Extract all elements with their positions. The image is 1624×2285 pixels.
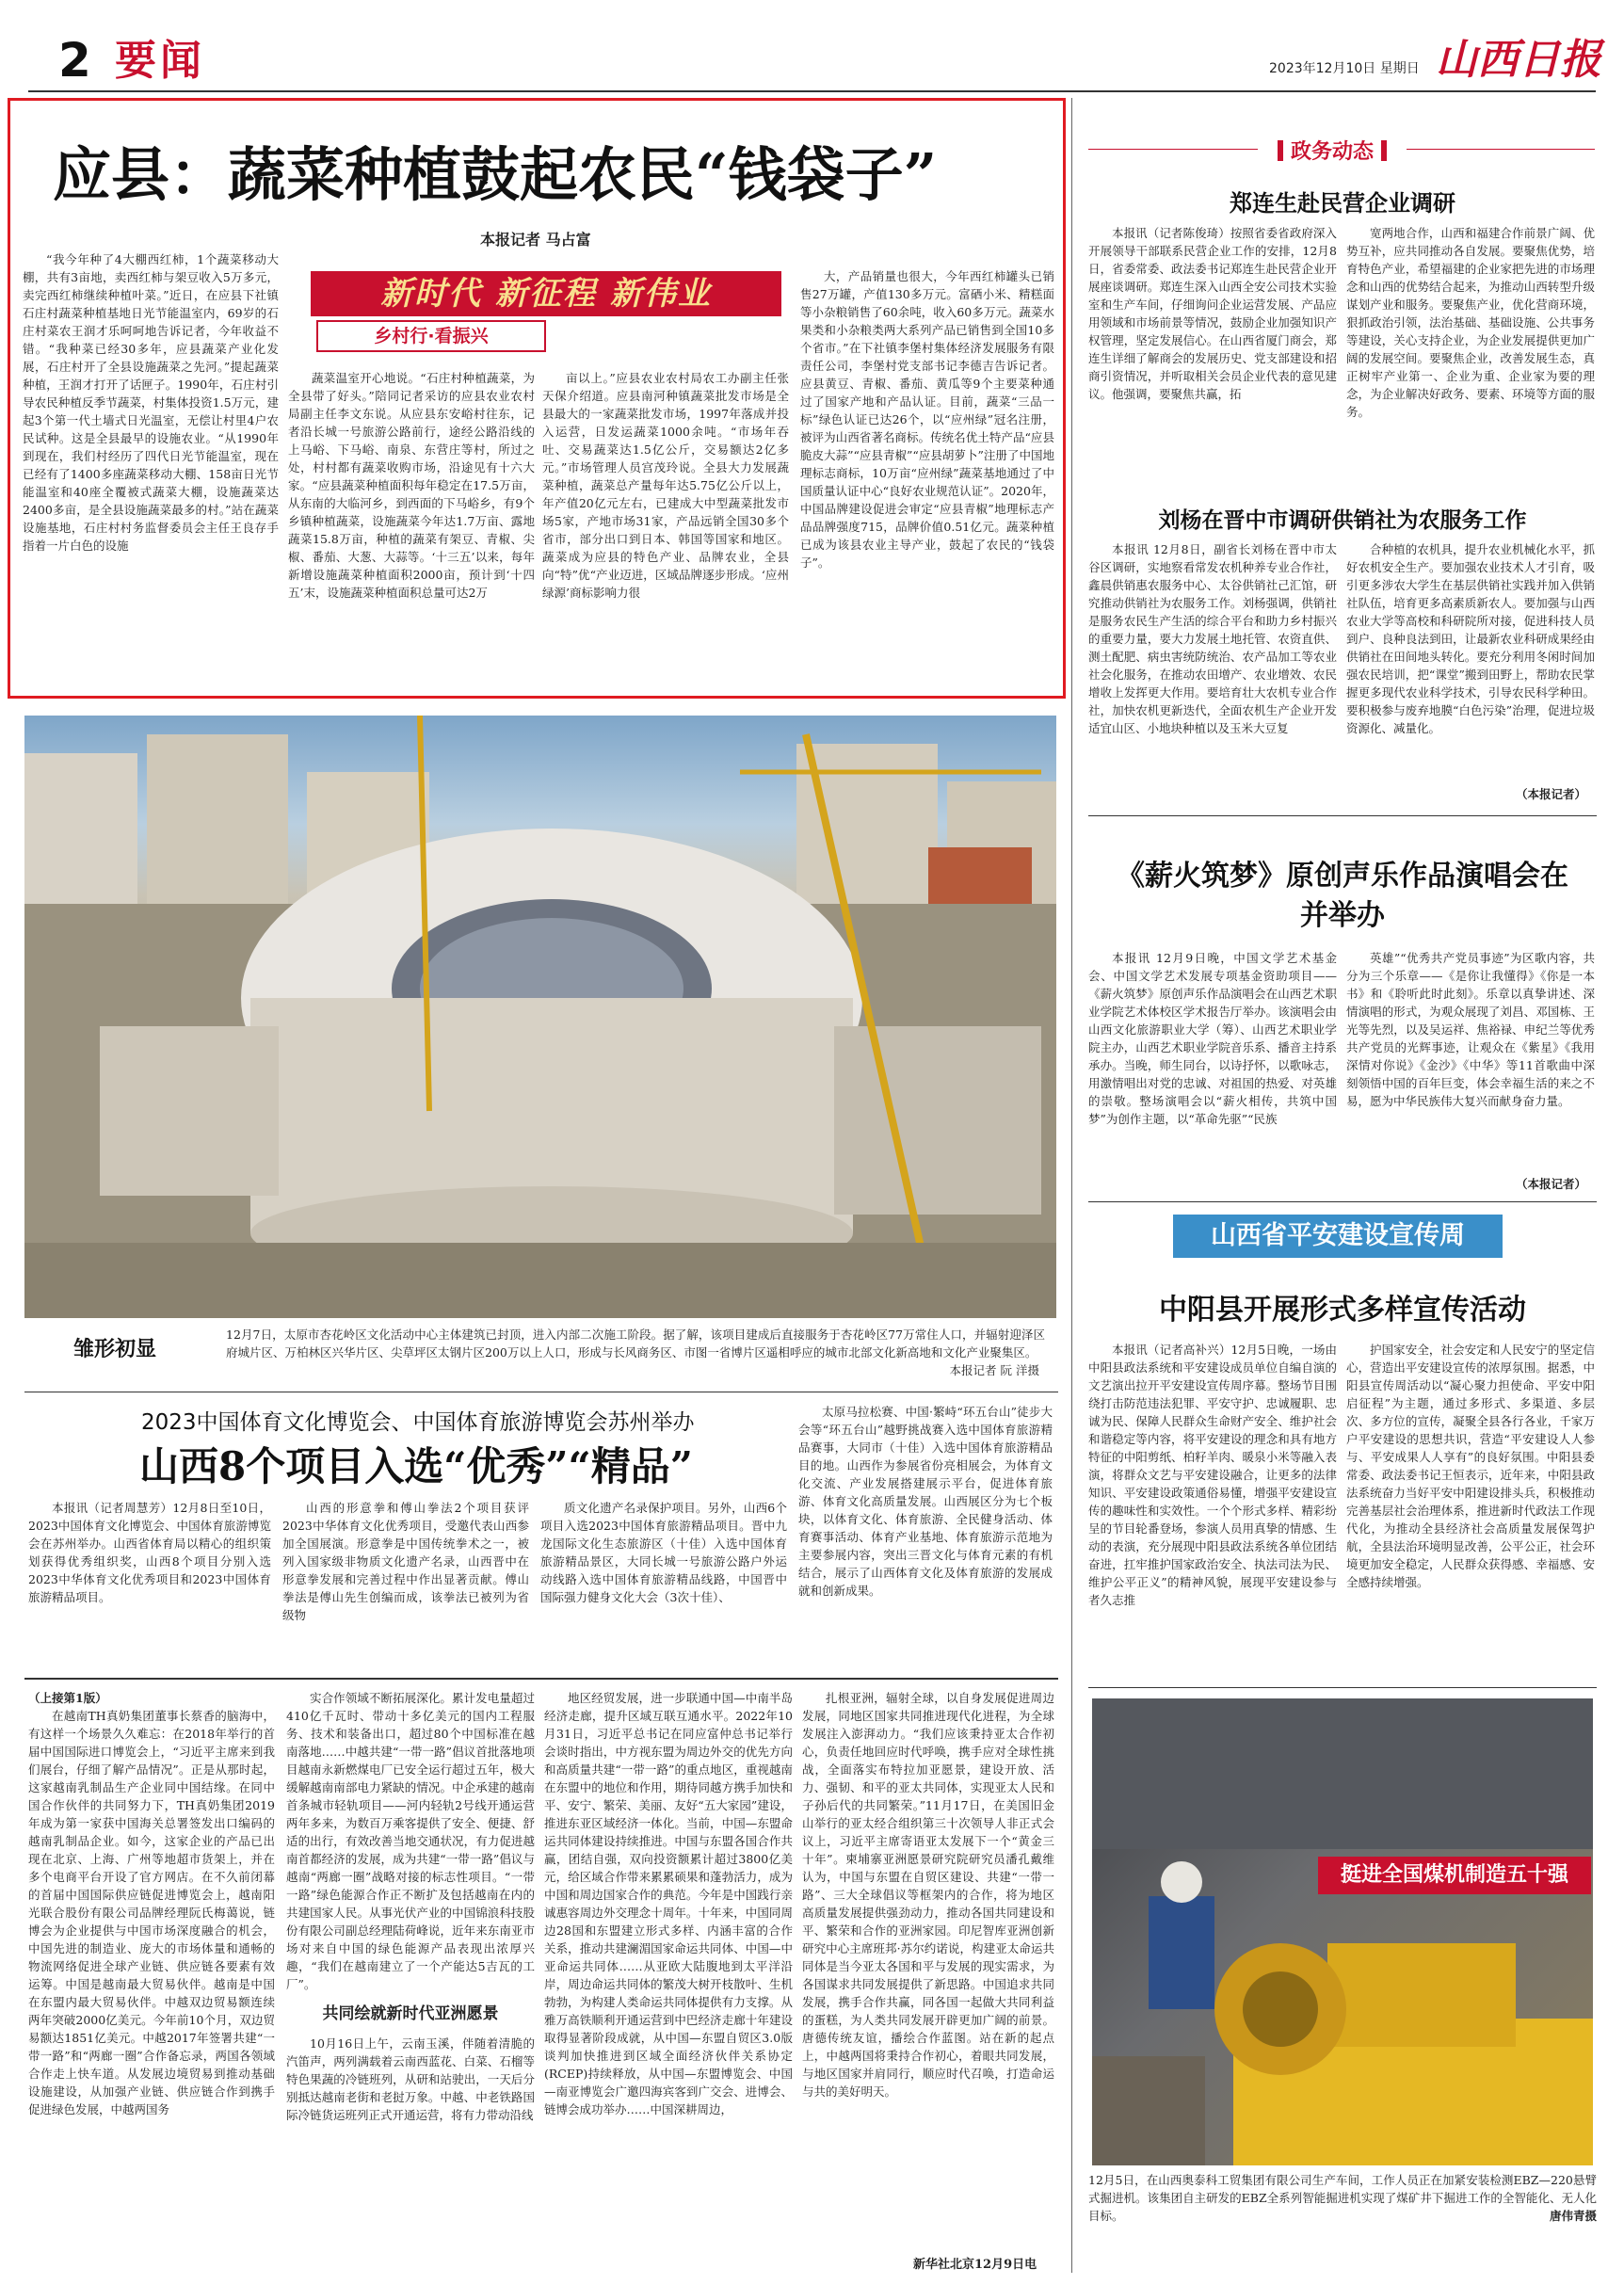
article2-title: 刘杨在晋中市调研供销社为农服务工作 bbox=[1158, 508, 1527, 533]
photo-label: 雏形初显 bbox=[73, 1337, 157, 1361]
gov-news-label-bar-left bbox=[1278, 140, 1283, 161]
article3-column-2: 英雄”“优秀共产党员事迹”为区歌内容，共分为三个乐章——《是你让我懂得》《你是一本书》和《聆听此时此刻》。乐章以真挚讲述、深情演唱的形式，为观众展现了刘昌、邓国栋、王光等先烈，以及吴运祥、焦裕禄、申纪兰等优秀共产党员的光辉事迹，让观众在《紫星》《我用深情对你说》《金沙》《中华》等11首歌曲中深刻领悟中国的百年巨变，体会幸福生活的来之不易，愿为中华民族伟大复兴而献身奋力量。 bbox=[1346, 951, 1595, 1108]
main-photo-construction bbox=[24, 716, 1056, 1318]
right-divider-1 bbox=[1088, 815, 1597, 816]
right-column-divider bbox=[1071, 98, 1072, 2273]
factory-illustration bbox=[1092, 1698, 1593, 2165]
page-number: 2 bbox=[58, 33, 91, 88]
sports-column-2: 山西的形意拳和傅山拳法2个项目获评2023中华体育文化优秀项目，受邀代表山西参加全国展演。形意拳是中国传统拳术之一，被列入国家级非物质文化遗产名录，山西晋中在形意拳发展和完善过程中作出显著贡献。傅山拳法是傅山先生创编而成，该拳法已被列为省级物 bbox=[282, 1501, 529, 1622]
right-divider-2 bbox=[1088, 1201, 1597, 1202]
continued-column-3: 地区经贸发展，进一步联通中国—中南半岛经济走廊，提升区域互联互通水平。2022年10月31日，习近平总书记在同应富仲总书记举行会谈时指出，中方视东盟为周边外交的优先方向和高质量共建“一带一路”的重点地区，重视越南在东盟中的地位和作用，期待同越方携手加快和平、安宁、繁荣、美丽、友好“五大家园”建设，推进东亚区域经济一体化。当前，中国—东盟命运共同体建设持续推进。中国与东盟各国合作共赢，团结自强，双向投资额累计超过3800亿美元，给区域合作带来累累硕果和蓬勃活力，成为中国和周边国家合作的典范。今年是中国践行亲诚惠容周边外交理念十周年。十年来，中国同周边28国和东盟建立形式多样、内涵丰富的合作关系，推动共建澜湄国家命运共同体、中国—中亚命运共同体……从亚欧大陆腹地到太平洋沿岸，周边命运共同体的繁茂大树开枝散叶、生机勃勃，为构建人类命运共同体提供有力支撑。从雅万高铁顺利开通运营到中巴经济走廊十年建设取得显著阶段成就，从中国—东盟自贸区3.0版谈判加快推进到区域全面经济伙伴关系协定(RCEP)持续释放，从中国—东盟博览会、中国—南亚博览会广邀四海宾客到广交会、进博会、链博会成功举办……中国深耕周边， bbox=[544, 1691, 793, 2116]
article3-credit: （本报记者） bbox=[1516, 1177, 1587, 1191]
photo-caption-credit: 本报记者 阮 洋摄 bbox=[949, 1363, 1039, 1377]
factory-photo-caption bbox=[1088, 2171, 1597, 2225]
theme-banner-line1: 新时代 新征程 新伟业 bbox=[311, 271, 781, 316]
masthead-logo: 山西日报 bbox=[1436, 36, 1601, 84]
lead-column-1: “我今年种了4大棚西红柿，1个蔬菜移动大棚，共有3亩地，卖西红柿与架豆收入5万多元，卖完西红柿继续种植叶菜。”近日，在应县下社镇石庄村蔬菜种植基地日光节能温室内，69岁的石庄村菜农王润才乐呵呵地告诉记者，今年收益不错。“我种菜已经30多年，应县蔬菜产业化发展，石庄村开了全县设施蔬菜之先河。”提起蔬菜种植，王润才打开了话匣子。1990年，石庄村引导农民种植反季节蔬菜，村集体投资1.5万元，建起3个第一代土墙式日光温室，无偿让村里4户农民试种。这是全县最早的设施农业。“从1990年到现在，我们村经历了四代日光节能温室，现在已经有了1400多座蔬菜移动大棚、158亩日光节能温室和40座全覆被式蔬菜大棚，设施蔬菜达2400多亩，是全县设施蔬菜最多的村。”站在蔬菜设施基地，石庄村村务监督委员会主任王良存手指着一片白色的设施 bbox=[23, 252, 279, 553]
article2-credit: （本报记者） bbox=[1516, 787, 1587, 801]
factory-photo bbox=[1092, 1698, 1593, 2165]
article1-column-2: 宽两地合作，山西和福建合作前景广阔、优势互补，应共同推动各自发展。要聚焦优势，培育特色产业，希望福建的企业家把先进的市场理念和山西的优势结合起来，为推动山西转型升级谋划产业和服务。要聚焦产业，优化营商环境，狠抓政治引领，法治基础、基础设施、公共事务等建设，关心支持企业，为企业发展提供更加广阔的发展空间。要聚焦企业，改善发展生态，真正树牢产业第一、企业为重、企业家为要的理念，为企业解决好政务、要素、环境等方面的服务。 bbox=[1346, 226, 1595, 419]
continued-label: （上接第1版） bbox=[28, 1691, 107, 1705]
article4-column-2: 护国家安全，社会安定和人民安宁的坚定信心，营造出平安建设宣传的浓厚氛围。据悉，中阳县宣传周活动以“凝心聚力担使命、平安中阳启征程”为主题，通过多形式、多渠道、多层次、多方位的宣传，凝聚全县各行各业，千家万户平安建设的思想共识，营造“平安建设人人参与、平安成果人人享有”的良好氛围。中阳县委常委、政法委书记王恒表示，近年来，中阳县政法系统奋力当好平安中阳建设排头兵，积极推动完善基层社会治理体系，推进新时代政法工作现代化，为推动全县经济社会高质量发展保驾护航，全县法治环境明显改善，公平公正，社会环境更加安全稳定，人民群众获得感、幸福感、安全感持续增强。 bbox=[1346, 1343, 1595, 1589]
gov-news-label bbox=[1262, 136, 1403, 164]
header-rule bbox=[28, 90, 1596, 92]
header-date: 2023年12月10日 星期日 bbox=[1269, 61, 1420, 76]
factory-sign: 挺进全国煤机制造五十强 bbox=[1318, 1857, 1591, 1894]
gov-news-label-text: 政务动态 bbox=[1290, 139, 1374, 164]
gov-news-rule bbox=[1088, 149, 1258, 150]
sports-column-4: 太原马拉松赛、中国·繁峙“环五台山”徒步大会等“环五台山”越野挑战赛入选中国体育旅游精品赛事，大同市（十佳）入选中国体育旅游精品目的地。山西作为参展省份亮相展会，为体育文化交流、产业发展搭建展示平台，促进体育旅游、体育文化高质量发展。山西展区分为七个板块，以体育文化、体育旅游、全民健身活动、体育赛事活动、体育产业基地、体育旅游示范地为主要参展内容，突出三晋文化与体育元素的有机结合，展示了山西体育文化及体育旅游的发展成就和创新成果。 bbox=[798, 1405, 1053, 1598]
lead-byline: 本报记者 马占富 bbox=[480, 231, 591, 249]
gov-news-rule-right bbox=[1407, 149, 1595, 150]
photo-caption-text: 12月7日，太原市杏花岭区文化活动中心主体建筑已封顶，进入内部二次施工阶段。据了解，该项目建成后直接服务于杏花岭区77万常住人口，并辐射迎泽区府城片区、万柏林区兴华片区、尖草坪区太钢片区200万以上人口，形成与长风商务区、市图一省博片区遥相呼应的城市北部文化新高地和文化产业聚集区。 bbox=[226, 1328, 1045, 1360]
article4-title: 中阳县开展形式多样宣传活动 bbox=[1159, 1294, 1526, 1327]
lead-title: 应县：蔬菜种植鼓起农民“钱袋子” bbox=[53, 140, 938, 209]
article1-title: 郑连生赴民营企业调研 bbox=[1230, 190, 1455, 217]
article2-column-1: 本报讯 12月8日，副省长刘杨在晋中市太谷区调研，实地察看常发农机种养专业合作社，鑫晨供销惠农服务中心、太谷供销社己汇馆，研究推动供销社为农服务工作。刘杨强调，供销社是服务农民生产生活的综合平台和助力乡村振兴的重要力量，要大力发展土地托管、农资直供、测土配肥、病虫害统防统治、农产品加工等农业社会化服务，在推动农田增产、农业增效、农民增收上发挥更大作用。要培育壮大农机专业合作社，加快农机更新迭代，全面农机生产企业开发适宜山区、小地块种植以及玉米大豆复 bbox=[1088, 542, 1337, 735]
theme-banner bbox=[311, 271, 781, 362]
sports-kicker: 2023中国体育文化博览会、中国体育旅游博览会苏州举办 bbox=[141, 1410, 695, 1435]
lead-column-4: 大，产品销量也很大，今年西红柿罐头已销售27万罐，产值130多万元。富硒小米、精糕面等小杂粮销售了60余吨，收入60多万元。蔬菜水果类和小杂粮类两大系列产品已销售到全国10多个省市。”在下社镇李堡村集体经济发展服务有限责任公司，李堡村党支部书记李德吉告诉记者。应县黄豆、青椒、番茄、黄瓜等9个主要菜种通过了国家产地和产品认证。目前，蔬菜“三品一标”绿色认证已达26个，以“应州绿”冠名注册，被评为山西省著名商标。传统名优土特产品“应县脆皮大蒜”“应县青椒”“应县胡萝卜”注册了中国地理标志商标，10万亩“应州绿”蔬菜基地通过了中国质量认证中心“良好农业规范认证”。2020年，中国品牌建设促进会审定“应县青椒”地理标志产品品牌强度715，品牌价值0.51亿元。蔬菜种植已成为该县农业主导产业，鼓起了农民的“钱袋子”。 bbox=[800, 269, 1054, 570]
factory-caption-text: 12月5日，在山西奥泰科工贸集团有限公司生产车间，工作人员正在加紧安装检测EBZ—220悬臂式掘进机。该集团自主研发的EBZ全系列智能掘进机实现了煤矿井下掘进工作的全智能化、无人化目标。 bbox=[1088, 2173, 1597, 2223]
article1-column-1: 本报讯（记者陈俊琦）按照省委省政府深入开展领导干部联系民营企业工作的安排，12月8日，省委常委、政法委书记郑连生赴民营企业开展座谈调研。郑连生深入山西全安公司技术实验室和生产车间，仔细询问企业运营发展、产品应用领域和市场前景等情况，鼓励企业加强知识产权管理，坚定发展信心。在山西省厦门商会，郑连生详细了解商会的发展历史、党支部建设和招商引资情况，并听取相关会员企业代表的意见建议。他强调，要聚焦共赢，拓 bbox=[1088, 226, 1337, 401]
section-title: 要闻 bbox=[115, 37, 205, 85]
continued-column-2: 实合作领域不断拓展深化。累计发电量超过410亿千瓦时、带动十多亿美元的国内工程服务、技术和装备出口，超过80个中国标准在越南落地……中越共建“一带一路”倡议首批落地项目越南永新燃煤电厂已安全运行超过五年，极大缓解越南南部电力紧缺的情况。中企承建的越南首条城市轻轨项目——河内轻轨2号线开通运营两年多来，为数百万乘客提供了安全、便捷、舒适的出行，有效改善当地交通状况，有力促进越南首都经济的发展，成为共建“一带一路”倡议与越南“两廊一圈”战略对接的标志性项目。“一带一路”绿色能源合作正不断扩及包括越南在内的共建国家人民。从事光伏产业的中国锦浪科技股份有限公司副总经理陆荷峰说，近年来东南亚市场对来自中国的绿色能源产品表现出浓厚兴趣，“我们在越南建立了一个产能达5吉瓦的工厂”。 共同绘就新时代亚洲愿景 10月16日上午，云南玉溪，伴随着清脆的汽笛声，两列满载着云南西蓝花、白菜、石榴等特色果蔬的冷链班列，从研和站驶出，一天后分别抵达越南老街和老挝万象。中越、中老铁路国际冷链货运班列正式开通运营，将有力带动沿线 bbox=[286, 1691, 535, 2122]
lead-column-3: 亩以上。”应县农业农村局农工办副主任张天保介绍道。应县南河种镇蔬菜批发市场是全县最大的一家蔬菜批发市场，1997年落成并投入运营，日发运蔬菜1000余吨。“市场年吞吐、交易蔬菜达1.5亿公斤，交易额达2亿多元。”市场管理人员宫茂玲说。全县大力发展蔬菜种植，蔬菜总产量每年达5.75亿公斤以上，年产值20亿元左右，已建成大中型蔬菜批发市场5家，产地市场31家，产品远销全国30多个省市，部分出口到日本、韩国等国家和地区。蔬菜成为应县的特色产业、品牌农业，全县向“特”优“产业迈进，区域品牌逐步形成。‘应州绿源’商标影响力很 bbox=[542, 371, 789, 600]
construction-illustration bbox=[24, 716, 1056, 1318]
article2-column-2: 合种植的农机具，提升农业机械化水平，抓好农机安全生产。要加强农业技术人才引育，吸引更多涉农大学生在基层供销社实践并加入供销社队伍，培育更多高素质新农人。要加强与山西农业大学等高校和科研院所对接，促进科技人员到户、良种良法到田，让最新农业科研成果经由供销社在田间地头转化。要充分利用冬闲时间加强农民培训，把“课堂”搬到田野上，帮助农民掌握更多现代农业科学技术，引导农民科学种田。要积极参与废弃地膜“白色污染”治理，促进垃圾资源化、减量化。 bbox=[1346, 542, 1595, 735]
sports-column-1: 本报讯（记者周慧芳）12月8日至10日，2023中国体育文化博览会、中国体育旅游博览会在苏州举办。山西省体育局以精心的组织策划获得优秀组织奖，山西8个项目分别入选2023中华体育文化优秀项目和2023中国体育旅游精品项目。 bbox=[28, 1501, 271, 1604]
sports-column-3: 质文化遗产名录保护项目。另外，山西6个项目入选2023中国体育旅游精品项目。晋中九龙国际文化生态旅游区（十佳）入选中国体育旅游精品景区，大同长城一号旅游公路户外运动线路入选中国体育旅游精品线路，中国晋中国际强力健身文化大会（3次十佳）、 bbox=[540, 1501, 787, 1604]
right-divider-3 bbox=[1088, 1687, 1597, 1688]
continued-column-4: 扎根亚洲，辐射全球，以自身发展促进周边发展，同地区国家共同推进现代化进程，为全球发展注入澎湃动力。“我们应该秉持亚太合作初心，负责任地回应时代呼唤，携手应对全球性挑战，全面落实布特拉加亚愿景，建设开放、活力、强韧、和平的亚太共同体，实现亚太人民和子孙后代的共同繁荣。”11月17日，在美国旧金山举行的亚太经合组织第三十次领导人非正式会议上，习近平主席寄语亚太发展下一个“黄金三十年”。柬埔寨亚洲愿景研究院研究员潘孔戴维认为，中国与东盟在自贸区建设、共建“一带一路”、三大全球倡议等框架内的合作，将为地区高质量发展提供强劲动力，推动各国共同建设和平、繁荣和合作的亚洲家园。印尼智库亚洲创新研究中心主席班邦·苏尔约诺说，构建亚太命运共同体是当今亚太各国和平与发展的现实需求，为各国谋求共同发展提供了新思路。中国追求共同发展，携手合作共赢，同各国一起做大共同利益的蛋糕，为人类共同发展开辟更加广阔的前景。唐德传统友谊，播绘合作蓝图。站在新的起点上，中越两国将秉持合作初心，着眼共同发展，与地区国家并肩同行，顺应时代召唤，打造命运与共的美好明天。 bbox=[802, 1691, 1054, 2099]
sports-title: 山西8个项目入选“优秀”“精品” bbox=[139, 1443, 693, 1489]
continued-subhead: 共同绘就新时代亚洲愿景 bbox=[322, 2004, 499, 2023]
gov-news-label-bar-right bbox=[1381, 140, 1387, 161]
article4-column-1: 本报讯（记者高补兴）12月5日晚，一场由中阳县政法系统和平安建设成员单位自编自演的文艺演出拉开平安建设宣传周序幕。整场节目围绕打击防范违法犯罪、平安守护、忠诚履职、忠诚为民、保障人民群众生命财产安全、维护社会和谐稳定等内容，将平安建设的理念和具有地方特征的中阳剪纸、柏籽羊肉、暖泉小米等融入表演，将群众文艺与平安建设融合，让更多的法律知识、平安建设政策通俗易懂，增强平安建设宣传的趣味性和实效性。一个个形式多样、精彩纷呈的节目轮番登场，参演人员用真挚的情感、生动的表演，充分展现中阳县政法系统各单位团结奋进，扛牢推护国家政治安全、执法司法为民、维护公平正义”的精神风貌，展现平安建设参与者久志推 bbox=[1088, 1343, 1337, 1607]
divider-2 bbox=[24, 1678, 1058, 1680]
factory-caption-credit: 唐伟青摄 bbox=[1549, 2209, 1597, 2223]
continued-credit: 新华社北京12月9日电 bbox=[913, 2258, 1037, 2272]
safety-week-banner: 山西省平安建设宣传周 bbox=[1173, 1215, 1503, 1258]
lead-column-2: 蔬菜温室开心地说。“石庄村种植蔬菜，为全县带了好头。”陪同记者采访的应县农业农村局副主任李文东说。从应县东安峪村往东，记者沿长城一号旅游公路前行，途经公路沿线的上马峪、下马峪、南泉、东营庄等村，所过之处，村村都有蔬菜收购市场，沿途见有十六大家。“应县蔬菜种植面积每年稳定在17.5万亩，从东南的大临河乡，到西面的下马峪乡，有9个乡镇种植蔬菜，设施蔬菜今年达1.7万亩、露地蔬菜15.8万亩，种植的蔬菜有架豆、青椒、尖椒、番茄、大葱、大蒜等。‘十三五’以来，每年新增设施蔬菜种植面积2000亩，预计到‘十四五’末，设施蔬菜种植面积总量可达2万 bbox=[288, 371, 535, 600]
photo-caption bbox=[226, 1326, 1045, 1379]
article3-title: 《薪火筑梦》原创声乐作品演唱会在并举办 bbox=[1117, 860, 1568, 932]
article3-column-1: 本报讯 12月9日晚，中国文学艺术基金会、中国文学艺术发展专项基金资助项目——《薪火筑梦》原创声乐作品演唱会在山西艺术职业学院艺术体校区学术报告厅举办。该演唱会由山西文化旅游职业大学（筹）、山西艺术职业学院主办，山西艺术职业学院音乐系、播音主持系承办。当晚，师生同台，以诗抒怀，以歌咏志，用激情唱出对党的忠诚、对祖国的热爱、对英雄的崇敬。整场演唱会以“薪火相传，共筑中国梦”为创作主题，以“革命先驱”“民族 bbox=[1088, 951, 1337, 1126]
theme-banner-line2: 乡村行·看振兴 bbox=[316, 320, 546, 352]
continued-column-1: （上接第1版） 在越南TH真奶集团董事长蔡香的脑海中，有这样一个场景久久难忘：在2018年举行的首届中国国际进口博览会上，“习近平主席来到我们展台，仔细了解产品情况”。正是从那时起，这家越南乳制品生产企业同中国结缘。在同中国合作伙伴的共同努力下，TH真奶集团2019年成为第一家获中国海关总署签发出口编码的越南乳制品企业。如今，这家企业的产品已出现在北京、上海、广州等地超市货架上，并在多个电商平台开设了官方网店。在不久前闭幕的首届中国国际供应链促进博览会上，越南阳光联合股份有限公司品牌经理阮氏梅蔼说，链博会为企业提供与中国市场深度融合的机会，中国先进的制造业、庞大的市场体量和通畅的物流网络促进全球产业链、供应链各要素有效运筹。中国是越南最大贸易伙伴。越南是中国在东盟内最大贸易伙伴。中越双边贸易额连续两年突破2000亿美元。今年前10个月，双边贸易额达1851亿美元。中越2017年签署共建“一带一路”和“两廊一圈”合作备忘录，两国各领域合作走上快车道。从发展边境贸易到推动基础设施建设，从加强产业链、供应链合作到携手促进绿色发展，中越两国务 bbox=[28, 1691, 275, 2116]
